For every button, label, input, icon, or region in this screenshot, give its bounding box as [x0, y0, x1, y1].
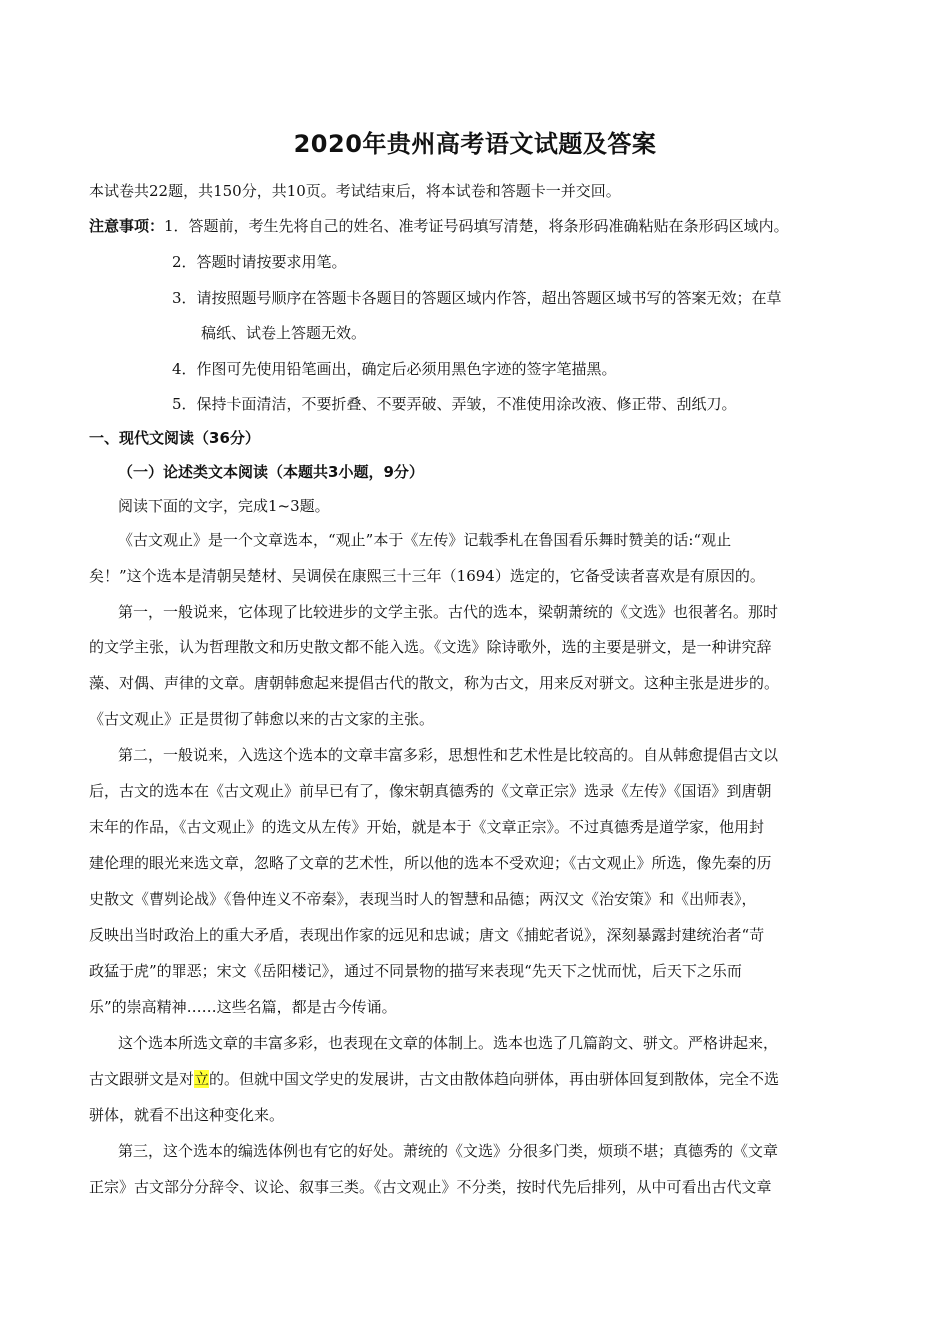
notice-item-3-cont: 稿纸、试卷上答题无效。: [201, 324, 367, 342]
subsection-heading: （一）论述类文本阅读（本题共3小题，9分）: [118, 463, 424, 481]
para4-line-2-before: 古文跟骈文是对: [89, 1070, 195, 1088]
document-title: 2020年贵州高考语文试题及答案: [293, 130, 657, 158]
notice-item-1: 1．答题前，考生先将自己的姓名、准考证号码填写清楚，将条形码准确粘贴在条形码区域内。: [164, 217, 789, 235]
para3-line-2: 后，古文的选本在《古文观止》前早已有了，像宋朝真德秀的《文章正宗》选录《左传》《国语》到唐朝: [89, 782, 772, 800]
para4-line-1: 这个选本所选文章的丰富多彩，也表现在文章的体制上。选本也选了几篇韵文、骈文。严格讲起来，: [118, 1034, 779, 1052]
para3-line-3: 末年的作品，《古文观止》的选文从左传》开始，就是本于《文章正宗》。不过真德秀是道学家，他用封: [89, 818, 765, 836]
para3-line-8: 乐”的崇高精神……这些名篇，都是古今传诵。: [89, 998, 397, 1016]
highlighted-char: 立: [194, 1070, 210, 1088]
notice-label: 注意事项：: [89, 217, 165, 235]
para3-line-5: 史散文《曹刿论战》《鲁仲连义不帝秦》，表现当时人的智慧和品德；两汉文《治安策》和《出师表》，: [89, 890, 757, 908]
para2-line-4: 《古文观止》正是贯彻了韩愈以来的古文家的主张。: [89, 710, 435, 728]
para2-line-1: 第一，一般说来，它体现了比较进步的文学主张。古代的选本，梁朝萧统的《文选》也很著名。那时: [118, 603, 779, 621]
notice-item-2: 2．答题时请按要求用笔。: [172, 253, 347, 271]
para3-line-6: 反映出当时政治上的重大矛盾，表现出作家的远见和忠诚；唐文《捕蛇者说》，深刻暴露封建统治者“苛: [89, 926, 765, 944]
section-heading: 一、现代文阅读（36分）: [89, 429, 260, 447]
para3-line-7: 政猛于虎”的罪恶；宋文《岳阳楼记》，通过不同景物的描写来表现“先天下之忧而忧，后天下之乐而: [89, 962, 742, 980]
para2-line-3: 藻、对偶、声律的文章。唐朝韩愈起来提倡古代的散文，称为古文，用来反对骈文。这种主张是进步的。: [89, 674, 780, 692]
para1-line-2: 矣！”这个选本是清朝吴楚材、吴调侯在康熙三十三年（1694）选定的，它备受读者喜欢是有原因的。: [89, 567, 765, 585]
reading-instruction: 阅读下面的文字，完成1~3题。: [118, 497, 330, 515]
notice-item-4: 4．作图可先使用铅笔画出，确定后必须用黑色字迹的签字笔描黑。: [172, 360, 617, 378]
intro-text: 本试卷共22题，共150分，共10页。考试结束后，将本试卷和答题卡一并交回。: [89, 182, 621, 200]
para3-line-4: 建伦理的眼光来选文章，忽略了文章的艺术性，所以他的选本不受欢迎；《古文观止》所选，像先秦的历: [89, 854, 772, 872]
para1-line-1: 《古文观止》是一个文章选本，“观止”本于《左传》记载季札在鲁国看乐舞时赞美的话:“观止: [118, 531, 732, 549]
notice-item-5: 5．保持卡面清洁，不要折叠、不要弄破、弄皱，不准使用涂改液、修正带、刮纸刀。: [172, 395, 737, 413]
para5-line-1: 第三，这个选本的编选体例也有它的好处。萧统的《文选》分很多门类，烦琐不堪；真德秀的《文章: [118, 1142, 779, 1160]
para3-line-1: 第二，一般说来，入选这个选本的文章丰富多彩，思想性和艺术性是比较高的。自从韩愈提倡古文以: [118, 746, 779, 764]
para4-line-2: [89, 1069, 779, 1089]
para2-line-2: 的文学主张，认为哲理散文和历史散文都不能入选。《文选》除诗歌外，选的主要是骈文，是一种讲究辞: [89, 638, 772, 656]
notice-line-1: [89, 216, 789, 236]
para5-line-2: 正宗》古文部分分辞令、议论、叙事三类。《古文观止》不分类，按时代先后排列，从中可看出古代文章: [89, 1178, 772, 1196]
para4-line-2-after: 的。但就中国文学史的发展讲，古文由散体趋向骈体，再由骈体回复到散体，完全不选: [209, 1070, 780, 1088]
para4-line-3: 骈体，就看不出这种变化来。: [89, 1106, 285, 1124]
notice-item-3: 3．请按照题号顺序在答题卡各题目的答题区域内作答，超出答题区域书写的答案无效；在草: [172, 289, 782, 307]
